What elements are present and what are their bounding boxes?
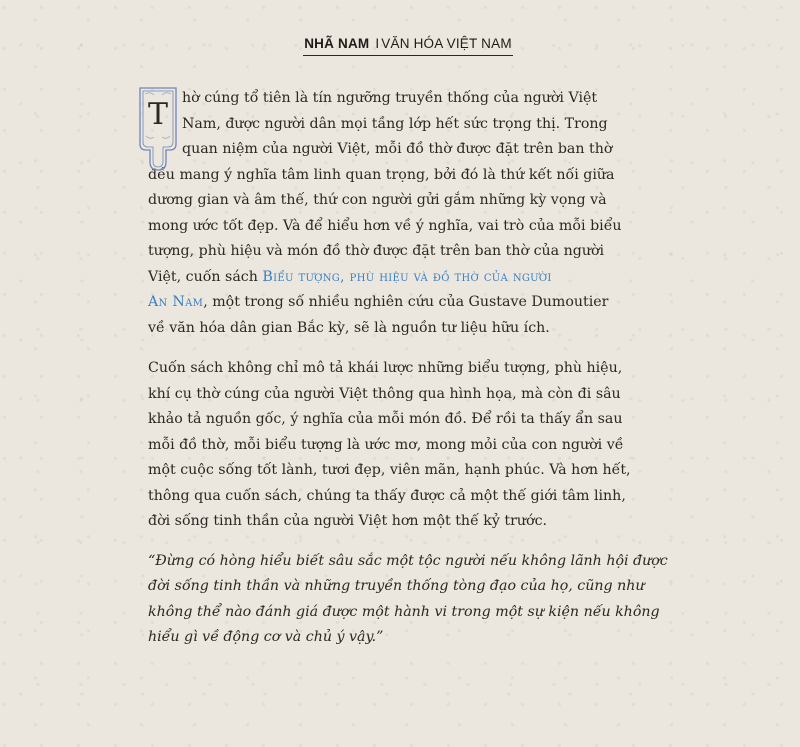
text-line: một cuộc sống tốt lành, tươi đẹp, viên mãn, hạnh phúc. Và hơn hết,: [148, 462, 631, 478]
text-segment: , một trong số nhiều nghiên cứu của Gustave Dumoutier: [203, 294, 609, 310]
text-line: mong ước tốt đẹp. Và để hiểu hơn về ý nghĩa, vai trò của mỗi biểu: [148, 217, 622, 234]
text-line: khảo tả nguồn gốc, ý nghĩa của mỗi món đồ. Để rồi ta thấy ẩn sau: [148, 411, 623, 427]
text-line: dương gian và âm thế, thứ con người gửi gắm những kỳ vọng và: [148, 192, 607, 208]
dropcap-ornament: [136, 86, 180, 172]
text-line: [148, 265, 668, 291]
text-line: đều mang ý nghĩa tâm linh quan trọng, bởi đó là thứ kết nối giữa: [148, 166, 615, 183]
quote-line: “Đừng có hòng hiểu biết sâu sắc một tộc người nếu không lãnh hội được: [148, 552, 668, 569]
text-line: thông qua cuốn sách, chúng ta thấy được cả một thế giới tâm linh,: [148, 487, 626, 504]
text-line: đời sống tinh thần của người Việt hơn một thế kỷ trước.: [148, 513, 548, 529]
article-body: [148, 86, 668, 651]
book-title: Biểu tượng, phù hiệu và đồ thờ của người: [262, 268, 552, 285]
text-line: khí cụ thờ cúng của người Việt thông qua hình họa, mà còn đi sâu: [148, 385, 621, 402]
text-line: tượng, phù hiệu và món đồ thờ được đặt trên ban thờ của người: [148, 243, 605, 259]
quote-line: đời sống tinh thần và những truyền thống tòng đạo của họ, cũng như: [148, 578, 645, 594]
quote-line: hiểu gì về động cơ và chủ ý vậy.”: [148, 629, 384, 645]
header-rule: [303, 55, 513, 56]
dropcap-letter: T: [147, 97, 169, 132]
header-separator: I: [375, 36, 380, 51]
text-line: quan niệm của người Việt, mỗi đồ thờ được đặt trên ban thờ: [182, 141, 613, 157]
text-line: Nam, được người dân mọi tầng lớp hết sức trọng thị. Trong: [182, 115, 608, 132]
publisher-name: NHÃ NAM: [304, 36, 370, 51]
book-title: An Nam: [148, 294, 204, 310]
text-segment: Việt, cuốn sách: [148, 268, 263, 285]
paragraph-description: [148, 356, 668, 535]
paragraph-intro: [148, 86, 668, 341]
text-line: Cuốn sách không chỉ mô tả khái lược những biểu tượng, phù hiệu,: [148, 360, 623, 376]
quotation: [148, 549, 668, 651]
text-line: mỗi đồ thờ, mỗi biểu tượng là ước mơ, mong mỏi của con người về: [148, 436, 624, 453]
text-line: hờ cúng tổ tiên là tín ngưỡng truyền thống của người Việt: [182, 90, 598, 106]
text-line: [148, 290, 668, 316]
page-header: [303, 36, 513, 51]
section-name: VĂN HÓA VIỆT NAM: [381, 36, 512, 51]
quote-line: không thể nào đánh giá được một hành vi trong một sự kiện nếu không: [148, 603, 660, 620]
text-line: về văn hóa dân gian Bắc kỳ, sẽ là nguồn tư liệu hữu ích.: [148, 319, 550, 336]
